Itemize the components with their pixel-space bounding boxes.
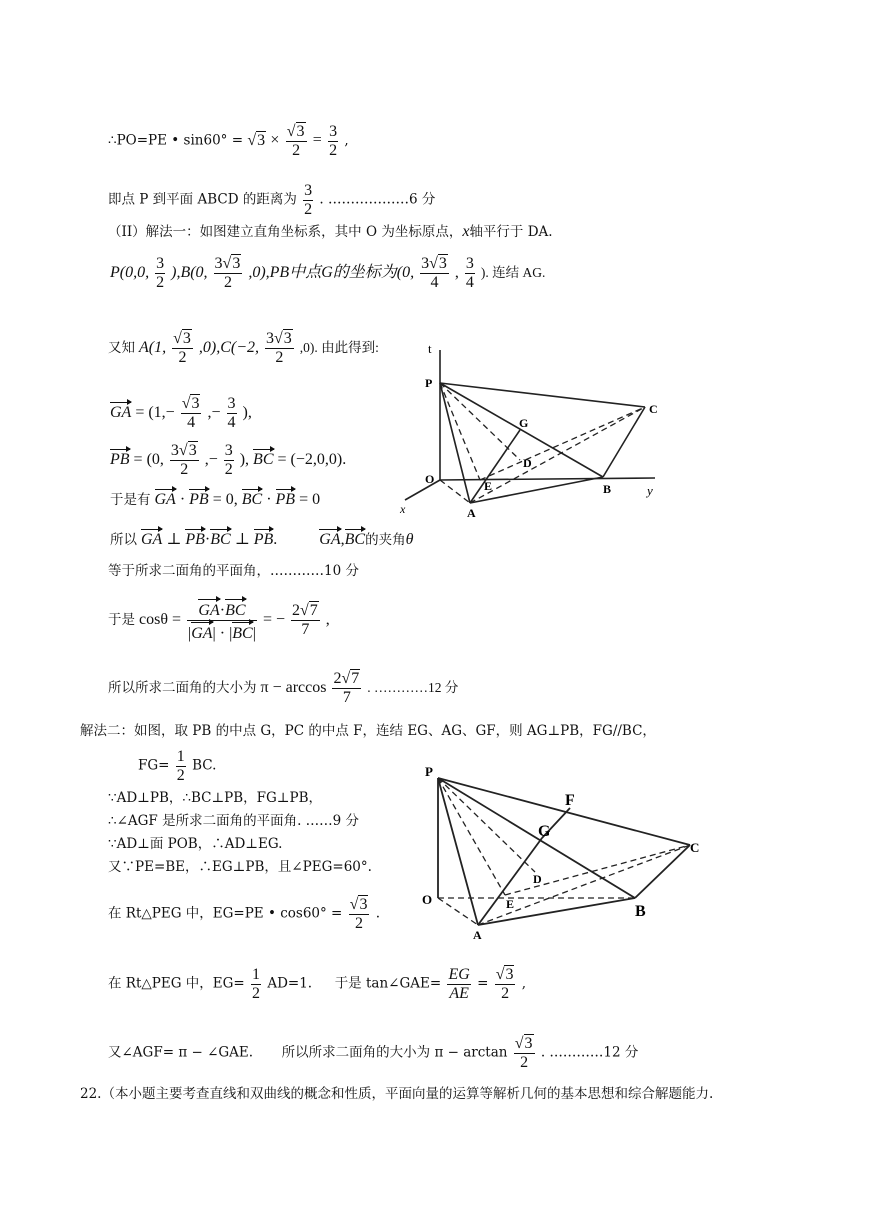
denominator: 4 [430,273,439,291]
coef: 3 [266,330,275,347]
text: ,− [207,403,221,421]
radicand: 3 [524,1035,533,1052]
text: A(1, [139,338,167,356]
numerator: 1 [176,748,185,765]
numerator: 1 [252,966,261,983]
line-ad-pb [108,792,322,806]
coef: 2 [333,670,342,687]
comma: , [325,610,330,628]
y-axis [440,478,655,480]
label-a: A [467,506,476,520]
denominator: 2 [178,348,187,366]
label-x: x [400,502,406,516]
line-vector-pb-bc [110,442,346,478]
times-sign: × [270,131,280,149]
text: （II）解法一：如图建立直角坐标系，其中 O 为坐标原点， [108,224,463,240]
numerator: √3 [286,123,305,140]
fraction [214,255,243,291]
coef: 3 [214,255,223,272]
text: 又知 [108,339,135,355]
line-perpendicular [110,528,413,548]
label-g: G [519,416,529,430]
fraction [181,395,202,431]
text: | · | [212,624,233,642]
label-y: y [647,483,653,498]
line-distance-result [108,182,435,218]
radicand: 3 [257,131,266,149]
denominator: 2 [275,348,284,366]
text: ∴∠AGF 是所求二面角的平面角. ……9 分 [108,813,360,829]
fraction [303,182,313,218]
line-tan-gae [108,966,526,1002]
label-d: D [523,456,532,470]
x-axis [405,480,440,500]
text: 又∠AGF= π − ∠GAE. [108,1044,254,1061]
denominator: 4 [187,413,196,431]
label-p: P [425,764,433,779]
text: ∵AD⊥PB，∴BC⊥PB，FG⊥PB， [108,790,323,806]
figure-pyramid-method-two [410,760,720,940]
fraction [465,255,475,291]
text: ∵AD⊥面 POB，∴AD⊥EG. [108,836,283,852]
denominator: 2 [180,460,189,478]
segment-ag [470,430,520,503]
score-note: . …………12 分 [540,1044,639,1061]
numerator: 3 [156,255,165,272]
text: 所以所求二面角的大小为 [108,679,257,695]
vector-pb: PB [189,488,209,508]
comma: , [340,531,345,548]
line-cos-theta [108,598,330,642]
fraction [224,442,234,478]
numerator: √3 [173,330,191,347]
radicand: 3 [232,255,241,272]
label-c: C [690,840,700,855]
vector-pb: PB [254,528,274,548]
numerator: 3 [227,395,236,412]
radicand: 3 [296,123,305,140]
comma: , [521,975,527,992]
dashed-ac [478,845,690,925]
fraction [172,330,193,366]
edge-pa [440,383,470,503]
text: ⊥ [166,531,182,548]
text: = (1,− [135,403,175,421]
vector-ga: GA [155,488,176,508]
text: 又∵PE=BE，∴EG⊥PB，且∠PEG=60°. [108,859,372,875]
line-coordinates-pbg [110,255,545,291]
text: ),B(0, [171,263,208,281]
line-pe-be [108,861,372,875]
text: 在 Rt△PEG 中，EG=PE • cos60° = [108,905,343,922]
denominator: 2 [224,460,233,478]
label-t: t [428,341,432,356]
label-p: P [425,376,433,390]
denominator: 2 [176,766,185,784]
radicand: 3 [283,330,292,347]
denominator: 7 [301,620,310,638]
dashed-ec [480,407,645,480]
text: AD=1. [267,975,313,992]
edge-pc [438,778,690,845]
figure-coordinate-pyramid [395,335,685,535]
sqrt-expr: √3 [247,131,266,149]
vector-pb: PB [110,448,130,468]
fraction [447,966,470,1002]
denominator: 4 [227,413,236,431]
vector-bc: BC [210,528,230,548]
label-g: G [538,823,551,840]
fraction [514,1035,535,1071]
dashed-ac [470,407,645,503]
edge-pb [440,383,603,477]
line-coordinates-ac [108,330,379,366]
radicand: 3 [191,395,200,412]
label-e: E [484,479,493,493]
text: | [188,624,192,642]
label-b: B [635,903,646,920]
text: 轴平行于 DA. [469,224,553,240]
line-vector-ga [110,395,252,431]
numerator: 3 [465,255,474,272]
text: 即点 P 到平面 ABCD 的距离为 [108,191,297,208]
numerator: 3 [304,182,313,199]
numerator: 3 [224,442,233,459]
numerator: 3√3 [266,330,292,347]
denominator: 2 [223,273,232,291]
line-method-two-intro [80,725,656,739]
vector-ga: GA [319,528,340,548]
line-fg [138,748,216,784]
edge-pc [440,383,645,407]
vector-ga: GA [141,528,162,548]
numerator [187,598,257,621]
denominator [187,621,257,643]
coef: 2 [291,602,300,619]
numerator: 2√7 [333,670,360,687]
line-po-distance [108,123,349,159]
line-problem-22 [80,1088,713,1102]
text: = (−2,0,0). [277,450,347,468]
label-o: O [422,892,433,907]
numerator: √3 [514,1035,533,1052]
text: 于是 tan∠GAE= [334,975,442,992]
denominator: 2 [520,1053,529,1071]
vector-bc: BC [253,448,273,468]
numerator: 2√7 [291,602,318,619]
fraction [155,255,165,291]
dashed-pe [438,778,505,895]
text: = (0, [133,450,164,468]
text: ∴PO=PE • sin60° = [108,132,244,149]
text: ), [239,450,250,468]
text: 22.（本小题主要考查直线和双曲线的概念和性质，平面向量的运算等解析几何的基本思想和综合解题能力. [80,1086,714,1102]
vector-bc: BC [232,621,252,643]
text: π − arccos [260,678,327,696]
text: 所以 [110,532,137,547]
fraction [265,330,294,366]
fraction [187,598,257,642]
fraction [286,123,307,159]
label-f: F [565,792,575,809]
denominator: 4 [465,273,474,291]
fraction [420,255,449,291]
text: 等于所求二面角的平面角，…………10 分 [108,563,359,579]
numerator: √3 [349,896,368,913]
denominator: 2 [329,141,338,159]
text: ,0),PB中点G的坐标为(0, [248,263,415,281]
text: FG= [138,757,170,774]
line-plane-angle [108,565,359,579]
denominator: 2 [501,984,510,1002]
text: 在 Rt△PEG 中，EG= [108,975,245,992]
text: = 0, [212,491,238,508]
denominator: 2 [355,914,364,932]
fraction [349,896,370,932]
numerator: 3√3 [170,442,197,459]
dot: · [204,531,211,548]
vector-pb: PB [276,488,296,508]
line-dot-products [110,488,320,508]
denominator: 2 [252,984,261,1002]
radicand: 3 [359,896,368,913]
fraction [332,670,361,706]
radicand: 7 [351,670,360,687]
denominator: 2 [292,141,301,159]
label-o: O [425,472,435,486]
line-ad-eg [108,838,282,852]
numerator: EG [448,966,470,983]
text: ,0),C(−2, [198,338,260,356]
fraction [291,602,320,638]
text: 于是有 [110,492,151,507]
dot: · [179,491,186,508]
numerator: 3√3 [421,255,447,272]
numerator: 3 [329,123,338,140]
denominator: 2 [304,200,313,218]
fraction [170,442,199,478]
label-b: B [603,482,612,496]
line-method-one-intro [108,224,553,240]
text: 所以所求二面角的大小为 π − arctan [281,1044,508,1061]
text: . [375,905,381,922]
text: | [252,624,256,642]
theta: θ [405,531,414,548]
vector-bc: BC [345,528,365,548]
score-note: . ………………6 分 [319,191,436,208]
text: = [477,975,489,992]
dashed-pd [438,778,535,872]
label-c: C [649,402,658,416]
edge-pa [438,778,478,925]
label-e: E [506,897,515,911]
fraction [251,966,261,1002]
vector-ga: GA [191,621,212,643]
radicand: 3 [182,330,191,347]
text: 的夹角 [365,532,406,547]
vector-pb: PB [185,528,205,548]
text: = − [262,610,285,628]
fraction [328,123,338,159]
fraction [227,395,237,431]
comma: , [344,132,349,149]
radicand: 3 [188,442,197,459]
radicand: 7 [309,602,318,619]
denominator: AE [449,984,469,1002]
text: = 0 [299,491,321,508]
comma: , [454,263,459,281]
line-answer-one [108,670,458,706]
radicand: 3 [438,255,447,272]
line-agf-angle [108,815,359,829]
text: 于是 [108,611,135,627]
text: ), [242,403,252,421]
text: BC. [192,757,217,774]
numerator: √3 [495,966,514,983]
vector-ga: GA [198,598,219,620]
coef: 3 [170,442,179,459]
text: ,− [204,450,218,468]
edge-ab [478,898,635,925]
numerator: 3√3 [214,255,241,272]
edge-bc [603,407,645,477]
text: P(0,0, [110,263,150,281]
score-note: . …………12 分 [367,679,459,695]
line-answer-two [108,1035,638,1071]
text: ⊥ [234,531,250,548]
text: 解法二：如图，取 PB 的中点 G，PC 的中点 F，连结 EG、AG、GF，则 AG⊥PB，FG//BC， [80,723,656,739]
radicand: 3 [505,966,514,983]
text: ). 连结 AG. [480,264,546,280]
fraction [176,748,186,784]
numerator: √3 [181,395,200,412]
equals-sign: = [312,131,322,149]
text: . [273,531,278,548]
dot: · [266,491,272,508]
label-a: A [473,928,482,940]
denominator: 7 [342,688,351,706]
x-variable: x [462,223,470,240]
vector-bc: BC [242,488,262,508]
label-d: D [533,872,542,886]
coef: 3 [421,255,430,272]
fraction [495,966,516,1002]
text: ,0). 由此得到: [299,339,379,355]
vector-ga: GA [110,401,131,421]
line-eg-value [108,896,380,932]
denominator: 2 [156,273,165,291]
text: cosθ = [139,610,182,628]
vector-bc: BC [225,598,245,620]
dot: · [219,602,226,619]
